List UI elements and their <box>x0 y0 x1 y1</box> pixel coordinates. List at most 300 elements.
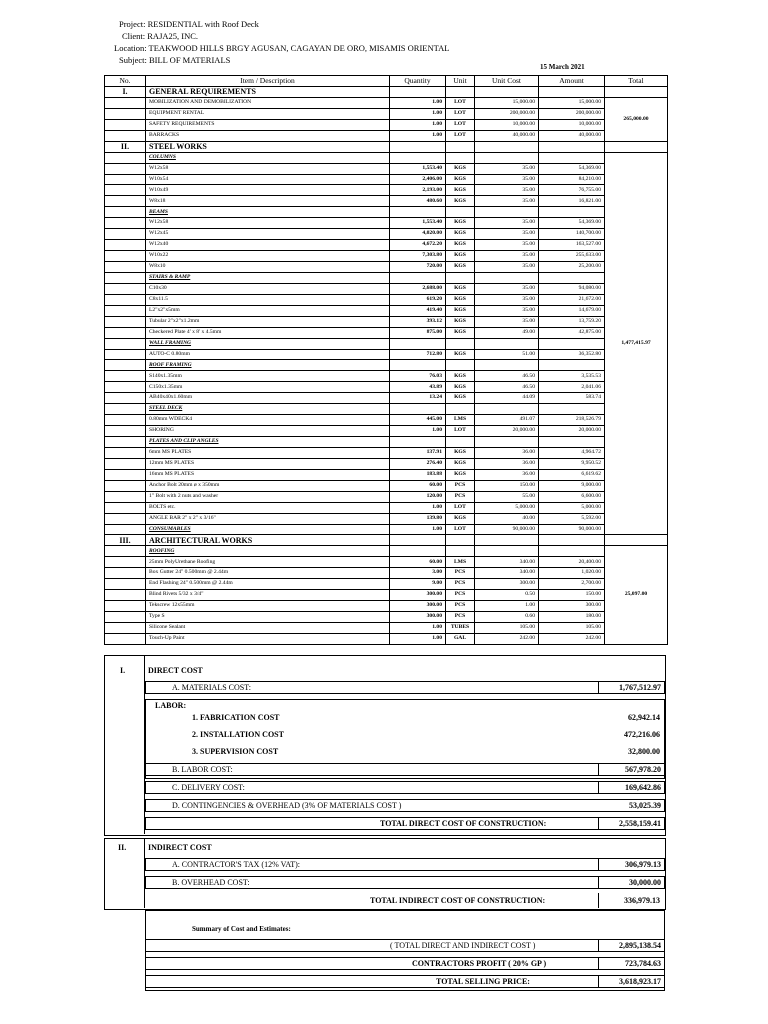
table-row <box>105 469 668 480</box>
divider <box>598 763 599 776</box>
table-row <box>105 218 668 229</box>
cell-no <box>105 404 146 415</box>
col-amount: Amount <box>539 76 605 87</box>
cell-no <box>105 579 146 590</box>
table-row <box>105 579 668 590</box>
table-row <box>105 393 668 404</box>
cell-amount: 21,672.00 <box>539 294 605 305</box>
section-total: 265,000.00 <box>605 97 668 141</box>
cell-qty: 480.60 <box>390 196 446 207</box>
cell-unit: LOT <box>446 130 475 141</box>
cell-amount: 16,821.00 <box>539 196 605 207</box>
cell-no <box>105 283 146 294</box>
cell-unit: KGS <box>446 218 475 229</box>
cell-item: BEAMS <box>146 207 390 218</box>
cell-no <box>105 633 146 644</box>
table-row <box>105 491 668 502</box>
cell-item: BOLTS etc. <box>146 502 390 513</box>
cell-unit-cost: 15,000.00 <box>475 97 539 108</box>
section-no: I. <box>105 87 146 98</box>
cell-item: ROOF FRAMING <box>146 360 390 371</box>
divider <box>598 858 599 871</box>
cell-qty: 1.00 <box>390 97 446 108</box>
cell-amount: 583.74 <box>539 393 605 404</box>
selling-price-value: 3,618,923.17 <box>619 977 661 986</box>
section-no: III. <box>105 535 146 546</box>
cell-item: Silicone Sealant <box>146 622 390 633</box>
cell-unit: PCS <box>446 491 475 502</box>
cell-item: EQUIPMENT RENTAL <box>146 108 390 119</box>
cell-unit: KGS <box>446 196 475 207</box>
cell-qty: 2,688.00 <box>390 283 446 294</box>
cell-qty: 2,406.00 <box>390 174 446 185</box>
cell-item: W10x22 <box>146 251 390 262</box>
cell-no <box>105 108 146 119</box>
cell-unit-cost: 340.00 <box>475 568 539 579</box>
cell-item: CONSUMABLES <box>146 524 390 535</box>
table-row <box>105 524 668 535</box>
table-row <box>105 185 668 196</box>
cell-no <box>105 152 146 163</box>
cell-no <box>105 447 146 458</box>
cell-unit-cost: 150.00 <box>475 480 539 491</box>
table-row <box>105 305 668 316</box>
cell-item: W8x10 <box>146 262 390 273</box>
materials-cost-value: 1,767,512.97 <box>619 683 661 692</box>
cell-item: SHORING <box>146 426 390 437</box>
cell-qty <box>390 152 446 163</box>
cell-unit <box>446 87 475 98</box>
cell-qty <box>390 338 446 349</box>
table-row <box>105 119 668 130</box>
cell-qty: 137.91 <box>390 447 446 458</box>
cell-unit: LMS <box>446 557 475 568</box>
cell-no <box>105 272 146 283</box>
cell-unit: KGS <box>446 458 475 469</box>
cell-qty: 1.00 <box>390 119 446 130</box>
cell-qty: 300.00 <box>390 612 446 623</box>
table-row <box>105 294 668 305</box>
cell-unit-cost <box>475 152 539 163</box>
cell-qty: 4,672.20 <box>390 240 446 251</box>
cell-unit-cost: 0.50 <box>475 590 539 601</box>
cell-unit-cost <box>475 535 539 546</box>
table-row <box>105 622 668 633</box>
cell-unit: LOT <box>446 524 475 535</box>
cell-amount: 10,000.00 <box>539 119 605 130</box>
section-header-row <box>105 535 668 546</box>
cell-amount: 2,700.00 <box>539 579 605 590</box>
cell-qty <box>390 360 446 371</box>
contingency-value: 53,025.39 <box>629 801 661 810</box>
cell-item: ANGLE BAR 2" x 2" x 3/16" <box>146 513 390 524</box>
table-row <box>105 513 668 524</box>
col-unit-cost: Unit Cost <box>475 76 539 87</box>
table-body <box>105 87 668 645</box>
cell-qty <box>390 272 446 283</box>
divider <box>598 876 599 889</box>
total-direct-value: 2,558,159.41 <box>619 819 661 828</box>
cell-item: W12x45 <box>146 229 390 240</box>
cell-item: WALL FRAMING <box>146 338 390 349</box>
cell-amount <box>539 272 605 283</box>
cell-qty: 1.00 <box>390 426 446 437</box>
cell-qty: 183.88 <box>390 469 446 480</box>
cell-unit: KGS <box>446 305 475 316</box>
cell-unit-cost: 35.00 <box>475 305 539 316</box>
table-row <box>105 316 668 327</box>
total-indirect-label: TOTAL INDIRECT COST OF CONSTRUCTION: <box>370 896 546 905</box>
summary-title: Summary of Cost and Estimates: <box>192 925 291 933</box>
cell-qty <box>390 141 446 152</box>
direct-cost-title: DIRECT COST <box>148 666 203 675</box>
col-no: No. <box>105 76 146 87</box>
cell-amount: 40,000.00 <box>539 130 605 141</box>
cell-no <box>105 119 146 130</box>
cell-unit-cost: 300.00 <box>475 579 539 590</box>
cell-item: Tekscrew 12x55mm <box>146 601 390 612</box>
cell-unit-cost: 36.00 <box>475 458 539 469</box>
cell-qty: 60.00 <box>390 557 446 568</box>
cell-item: Tubular 2"x2"x1.2mm <box>146 316 390 327</box>
cell-unit-cost: 35.00 <box>475 240 539 251</box>
contractor-profit-label: CONTRACTORS PROFIT ( 20% GP ) <box>412 959 547 968</box>
cell-no <box>105 262 146 273</box>
table-row <box>105 480 668 491</box>
table-row <box>105 415 668 426</box>
cell-item: Blind Rivets 5/32 x 3/4" <box>146 590 390 601</box>
cell-item: COLUMNS <box>146 152 390 163</box>
cell-qty: 7,303.80 <box>390 251 446 262</box>
cell-item: S140x1.35mm <box>146 371 390 382</box>
materials-cost-label: A. MATERIALS COST: <box>172 683 251 692</box>
contractor-tax-row <box>145 858 665 871</box>
cell-item: Anchor Bolt 20mm ø x 350mm <box>146 480 390 491</box>
cell-unit: LOT <box>446 119 475 130</box>
cell-unit: KGS <box>446 469 475 480</box>
cell-unit: KGS <box>446 163 475 174</box>
cell-no <box>105 185 146 196</box>
cell-unit-cost: 36.00 <box>475 447 539 458</box>
cell-qty: 13.24 <box>390 393 446 404</box>
cell-unit: LOT <box>446 97 475 108</box>
cell-unit: KGS <box>446 513 475 524</box>
cell-item: W10x54 <box>146 174 390 185</box>
table-row <box>105 601 668 612</box>
cell-qty: 2,193.00 <box>390 185 446 196</box>
cell-amount <box>539 141 605 152</box>
cell-item: Type S <box>146 612 390 623</box>
category-row <box>105 207 668 218</box>
cell-amount: 242.00 <box>539 633 605 644</box>
section-total: 1,477,415.97 <box>605 152 668 535</box>
cell-amount: 6,600.00 <box>539 491 605 502</box>
cell-qty: 1.00 <box>390 524 446 535</box>
subject-line: Subject: BILL OF MATERIALS <box>119 55 231 65</box>
cell-unit-cost: 20,000.00 <box>475 426 539 437</box>
direct-indirect-row <box>145 939 665 952</box>
cell-no <box>105 240 146 251</box>
cell-no <box>105 349 146 360</box>
cell-unit: PCS <box>446 568 475 579</box>
table-row <box>105 229 668 240</box>
cell-item: PLATES AND CLIP ANGLES <box>146 437 390 448</box>
table-row <box>105 174 668 185</box>
table-row <box>105 240 668 251</box>
cell-unit: LMS <box>446 415 475 426</box>
indirect-cost-no: II. <box>118 843 127 852</box>
cell-unit-cost: 46.50 <box>475 371 539 382</box>
cell-unit-cost: 35.00 <box>475 283 539 294</box>
cell-qty: 139.80 <box>390 513 446 524</box>
section-title: GENERAL REQUIREMENTS <box>146 87 390 98</box>
cell-item: 25mm PolyUrethane Roofing <box>146 557 390 568</box>
cell-qty: 1,553.40 <box>390 163 446 174</box>
col-total: Total <box>605 76 668 87</box>
contingency-row <box>145 799 665 812</box>
cell-unit-cost <box>475 207 539 218</box>
section-total: 25,097.00 <box>605 546 668 644</box>
cell-qty: 300.00 <box>390 590 446 601</box>
cell-amount: 163,527.00 <box>539 240 605 251</box>
cell-qty <box>390 535 446 546</box>
cell-unit: KGS <box>446 447 475 458</box>
supervision-value: 32,800.00 <box>628 747 660 756</box>
cell-unit: PCS <box>446 590 475 601</box>
cell-unit <box>446 404 475 415</box>
cell-unit-cost: 35.00 <box>475 174 539 185</box>
cell-unit <box>446 546 475 557</box>
cell-amount: 140,700.00 <box>539 229 605 240</box>
cell-unit-cost <box>475 87 539 98</box>
installation-value: 472,216.06 <box>624 730 660 739</box>
cell-no <box>105 207 146 218</box>
cell-total-blank <box>605 87 668 98</box>
cell-unit-cost: 51.00 <box>475 349 539 360</box>
contractor-tax-label: A. CONTRACTOR'S TAX (12% VAT): <box>172 860 300 869</box>
cell-amount: 2,041.06 <box>539 382 605 393</box>
divider <box>598 681 599 694</box>
cell-amount: 3,535.53 <box>539 371 605 382</box>
cell-amount: 105.00 <box>539 622 605 633</box>
category-row <box>105 152 668 163</box>
cell-unit-cost: 35.00 <box>475 262 539 273</box>
cell-qty: 1.00 <box>390 502 446 513</box>
cell-item: STAIRS & RAMP <box>146 272 390 283</box>
divider <box>144 838 145 908</box>
contingency-label: D. CONTINGENCIES & OVERHEAD (3% OF MATERIALS COST ) <box>172 801 402 810</box>
cell-amount <box>539 437 605 448</box>
overhead-cost-value: 30,000.00 <box>629 878 661 887</box>
cell-amount: 150.00 <box>539 590 605 601</box>
total-indirect-value: 336,979.13 <box>624 896 660 905</box>
col-item: Item / Description <box>146 76 390 87</box>
table-row <box>105 283 668 294</box>
cell-qty: 60.00 <box>390 480 446 491</box>
direct-indirect-value: 2,895,138.54 <box>619 941 661 950</box>
cell-unit-cost: 1.00 <box>475 601 539 612</box>
cell-qty: 1,553.40 <box>390 218 446 229</box>
cell-qty: 120.00 <box>390 491 446 502</box>
cell-unit-cost <box>475 338 539 349</box>
cell-amount: 300.00 <box>539 601 605 612</box>
cell-no <box>105 130 146 141</box>
cell-unit-cost: 35.00 <box>475 316 539 327</box>
cell-amount: 76,755.00 <box>539 185 605 196</box>
cell-unit-cost: 200,000.00 <box>475 108 539 119</box>
cell-unit: PCS <box>446 579 475 590</box>
cell-no <box>105 371 146 382</box>
cell-unit: LOT <box>446 426 475 437</box>
cell-unit: KGS <box>446 185 475 196</box>
overhead-cost-row <box>145 876 665 889</box>
materials-cost-row <box>145 681 665 694</box>
installation-label: 2. INSTALLATION COST <box>192 730 284 739</box>
cell-no <box>105 382 146 393</box>
overhead-cost-label: B. OVERHEAD COST: <box>172 878 250 887</box>
category-row <box>105 272 668 283</box>
cell-unit: TUBES <box>446 622 475 633</box>
cell-amount <box>539 360 605 371</box>
cell-unit: KGS <box>446 251 475 262</box>
cell-qty: 43.89 <box>390 382 446 393</box>
labor-title: LABOR: <box>155 701 187 710</box>
cell-unit-cost: 491.07 <box>475 415 539 426</box>
category-row <box>105 404 668 415</box>
cell-qty: 419.40 <box>390 305 446 316</box>
cell-amount: 200,000.00 <box>539 108 605 119</box>
cell-unit-cost: 35.00 <box>475 185 539 196</box>
cell-unit: KGS <box>446 174 475 185</box>
cell-qty <box>390 87 446 98</box>
cell-amount: 14,679.00 <box>539 305 605 316</box>
cell-no <box>105 251 146 262</box>
cell-no <box>105 196 146 207</box>
cell-unit <box>446 360 475 371</box>
cell-item: ROOFING <box>146 546 390 557</box>
location-line: Location: TEAKWOOD HILLS BRGY AGUSAN, CAGAYAN DE ORO, MISAMIS ORIENTAL <box>114 43 450 53</box>
cell-item: End Flashing 24" 0.500mm @ 2.44m <box>146 579 390 590</box>
cell-amount <box>539 404 605 415</box>
cell-no <box>105 480 146 491</box>
cell-unit-cost: 44.09 <box>475 393 539 404</box>
cell-item: Touch-Up Paint <box>146 633 390 644</box>
cell-item: 0.80mm WDECK4 <box>146 415 390 426</box>
bill-of-materials-table <box>104 75 668 645</box>
cell-amount: 15,000.00 <box>539 97 605 108</box>
cell-unit-cost: 5,000.00 <box>475 502 539 513</box>
cell-unit: KGS <box>446 262 475 273</box>
table-row <box>105 612 668 623</box>
section-title: ARCHITECTURAL WORKS <box>146 535 390 546</box>
cell-unit-cost <box>475 437 539 448</box>
cell-amount: 5,592.00 <box>539 513 605 524</box>
table-row <box>105 568 668 579</box>
cell-unit-cost: 105.00 <box>475 622 539 633</box>
cell-item: 12mm MS PLATES <box>146 458 390 469</box>
cell-total-blank <box>605 141 668 152</box>
col-unit: Unit <box>446 76 475 87</box>
cell-no <box>105 218 146 229</box>
cell-amount: 9,950.52 <box>539 458 605 469</box>
cell-unit-cost: 10,000.00 <box>475 119 539 130</box>
cell-item: L2"x2"x5mm <box>146 305 390 316</box>
divider <box>598 975 599 988</box>
cell-unit-cost: 36.00 <box>475 469 539 480</box>
selling-price-row <box>145 975 665 988</box>
cell-unit-cost: 90,000.00 <box>475 524 539 535</box>
cell-no <box>105 437 146 448</box>
cell-no <box>105 338 146 349</box>
cell-no <box>105 622 146 633</box>
cell-unit-cost: 35.00 <box>475 294 539 305</box>
labor-cost-label: B. LABOR COST: <box>172 765 233 774</box>
cell-unit: LOT <box>446 108 475 119</box>
cell-item: Checkered Plate 4' x 8' x 4.5mm <box>146 327 390 338</box>
cell-amount: 90,000.00 <box>539 524 605 535</box>
cell-no <box>105 316 146 327</box>
table-row <box>105 349 668 360</box>
cell-unit: KGS <box>446 294 475 305</box>
cell-no <box>105 513 146 524</box>
divider <box>598 939 599 952</box>
cell-item: BARRACKS <box>146 130 390 141</box>
table-row <box>105 108 668 119</box>
cell-no <box>105 524 146 535</box>
cell-amount: 36,352.80 <box>539 349 605 360</box>
cell-unit-cost: 35.00 <box>475 196 539 207</box>
cell-qty: 1.00 <box>390 622 446 633</box>
cell-unit <box>446 437 475 448</box>
cell-amount <box>539 338 605 349</box>
cell-unit-cost <box>475 141 539 152</box>
cell-unit-cost: 35.00 <box>475 251 539 262</box>
table-row <box>105 557 668 568</box>
cell-unit-cost: 340.00 <box>475 557 539 568</box>
cell-qty: 875.00 <box>390 327 446 338</box>
cell-unit: KGS <box>446 349 475 360</box>
cell-item: STEEL DECK <box>146 404 390 415</box>
cell-no <box>105 557 146 568</box>
cell-no <box>105 163 146 174</box>
table-row <box>105 426 668 437</box>
col-qty: Quantity <box>390 76 446 87</box>
cell-unit <box>446 207 475 218</box>
cell-qty: 720.00 <box>390 262 446 273</box>
cell-unit-cost: 0.60 <box>475 612 539 623</box>
cell-qty: 445.00 <box>390 415 446 426</box>
cell-item: W12x58 <box>146 163 390 174</box>
table-header-row <box>105 76 668 87</box>
cell-amount: 20,400.00 <box>539 557 605 568</box>
cell-no <box>105 327 146 338</box>
divider <box>598 957 599 970</box>
cell-item: W8x18 <box>146 196 390 207</box>
cell-unit: KGS <box>446 393 475 404</box>
cell-unit: PCS <box>446 480 475 491</box>
cell-unit: PCS <box>446 601 475 612</box>
cell-amount: 9,000.00 <box>539 480 605 491</box>
cell-qty: 9.00 <box>390 579 446 590</box>
cell-amount: 84,210.00 <box>539 174 605 185</box>
table-row <box>105 251 668 262</box>
report-date: 15 March 2021 <box>540 63 585 71</box>
cell-no <box>105 393 146 404</box>
cell-item: SAFETY REQUIREMENTS <box>146 119 390 130</box>
labor-cost-row <box>145 763 665 776</box>
cell-no <box>105 415 146 426</box>
cell-item: C8x11.5 <box>146 294 390 305</box>
